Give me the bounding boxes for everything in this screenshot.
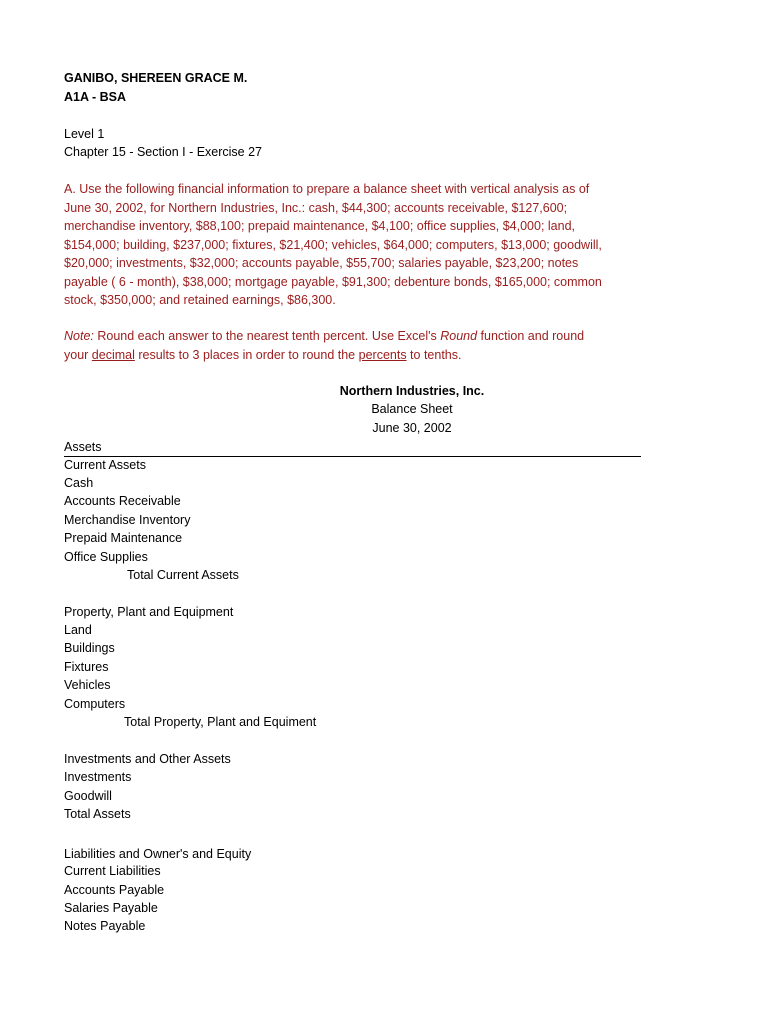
row-accounts-payable: Accounts Payable: [64, 883, 165, 897]
student-section: A1A - BSA: [64, 90, 127, 104]
note-text: function and round: [477, 329, 585, 343]
liabilities-equity-heading: Liabilities and Owner's and Equity: [64, 847, 252, 861]
problem-line: A. Use the following financial information to prepare a balance sheet with vertical analysis as of: [64, 182, 590, 196]
ppe-heading: Property, Plant and Equipment: [64, 605, 234, 619]
chapter-label: Chapter 15 - Section I - Exercise 27: [64, 145, 263, 159]
student-name: GANIBO, SHEREEN GRACE M.: [64, 71, 248, 85]
assets-header: Assets: [64, 440, 102, 454]
row-land: Land: [64, 623, 92, 637]
row-cash: Cash: [64, 476, 94, 490]
problem-line: stock, $350,000; and retained earnings, $86,300.: [64, 293, 336, 307]
header-rule: [64, 456, 641, 457]
row-investments: Investments: [64, 770, 132, 784]
note-line-2: [64, 346, 624, 365]
problem-line: $20,000; investments, $32,000; accounts payable, $55,700; salaries payable, $23,200; notes: [64, 256, 579, 270]
problem-line: June 30, 2002, for Northern Industries, Inc.: cash, $44,300; accounts receivable, $127,600;: [64, 200, 568, 215]
row-total-ppe: Total Property, Plant and Equiment: [124, 715, 317, 729]
note-label: Note:: [64, 329, 94, 343]
row-prepaid-maintenance: Prepaid Maintenance: [64, 531, 183, 545]
row-total-assets: Total Assets: [64, 807, 131, 821]
problem-statement: [64, 180, 624, 310]
note-text: Round each answer to the nearest tenth percent. Use Excel's: [93, 329, 441, 343]
note-text: to tenths.: [406, 347, 462, 362]
problem-line: payable ( 6 - month), $38,000; mortgage payable, $91,300; debenture bonds, $165,000; common: [64, 274, 602, 289]
problem-line: $154,000; building, $237,000; fixtures, $21,400; vehicles, $64,000; computers, $13,000; goodwill,: [64, 237, 602, 252]
row-total-current-assets: Total Current Assets: [127, 568, 239, 582]
statement-date: June 30, 2002: [372, 421, 452, 435]
row-buildings: Buildings: [64, 641, 115, 655]
statement-title: Balance Sheet: [371, 402, 453, 416]
note-percents-word: percents: [358, 347, 407, 362]
row-notes-payable: Notes Payable: [64, 919, 146, 933]
investments-other-heading: Investments and Other Assets: [64, 752, 231, 766]
note-line-1: [64, 327, 624, 346]
note-paragraph: [64, 327, 624, 364]
row-vehicles: Vehicles: [64, 678, 111, 692]
note-text: results to 3 places in order to round the: [134, 347, 359, 362]
row-office-supplies: Office Supplies: [64, 550, 148, 564]
problem-line: merchandise inventory, $88,100; prepaid maintenance, $4,100; office supplies, $4,000; land,: [64, 219, 575, 233]
row-salaries-payable: Salaries Payable: [64, 901, 158, 915]
row-computers: Computers: [64, 697, 126, 711]
row-goodwill: Goodwill: [64, 789, 112, 803]
row-accounts-receivable: Accounts Receivable: [64, 494, 181, 508]
company-name: Northern Industries, Inc.: [339, 384, 485, 398]
note-text: your: [64, 347, 92, 362]
current-assets-heading: Current Assets: [64, 458, 146, 472]
note-decimal-word: decimal: [91, 347, 135, 362]
note-round-word: Round: [440, 329, 478, 343]
row-merchandise-inventory: Merchandise Inventory: [64, 513, 191, 527]
current-liabilities-heading: Current Liabilities: [64, 864, 161, 878]
row-fixtures: Fixtures: [64, 660, 109, 674]
level-label: Level 1: [64, 127, 105, 141]
